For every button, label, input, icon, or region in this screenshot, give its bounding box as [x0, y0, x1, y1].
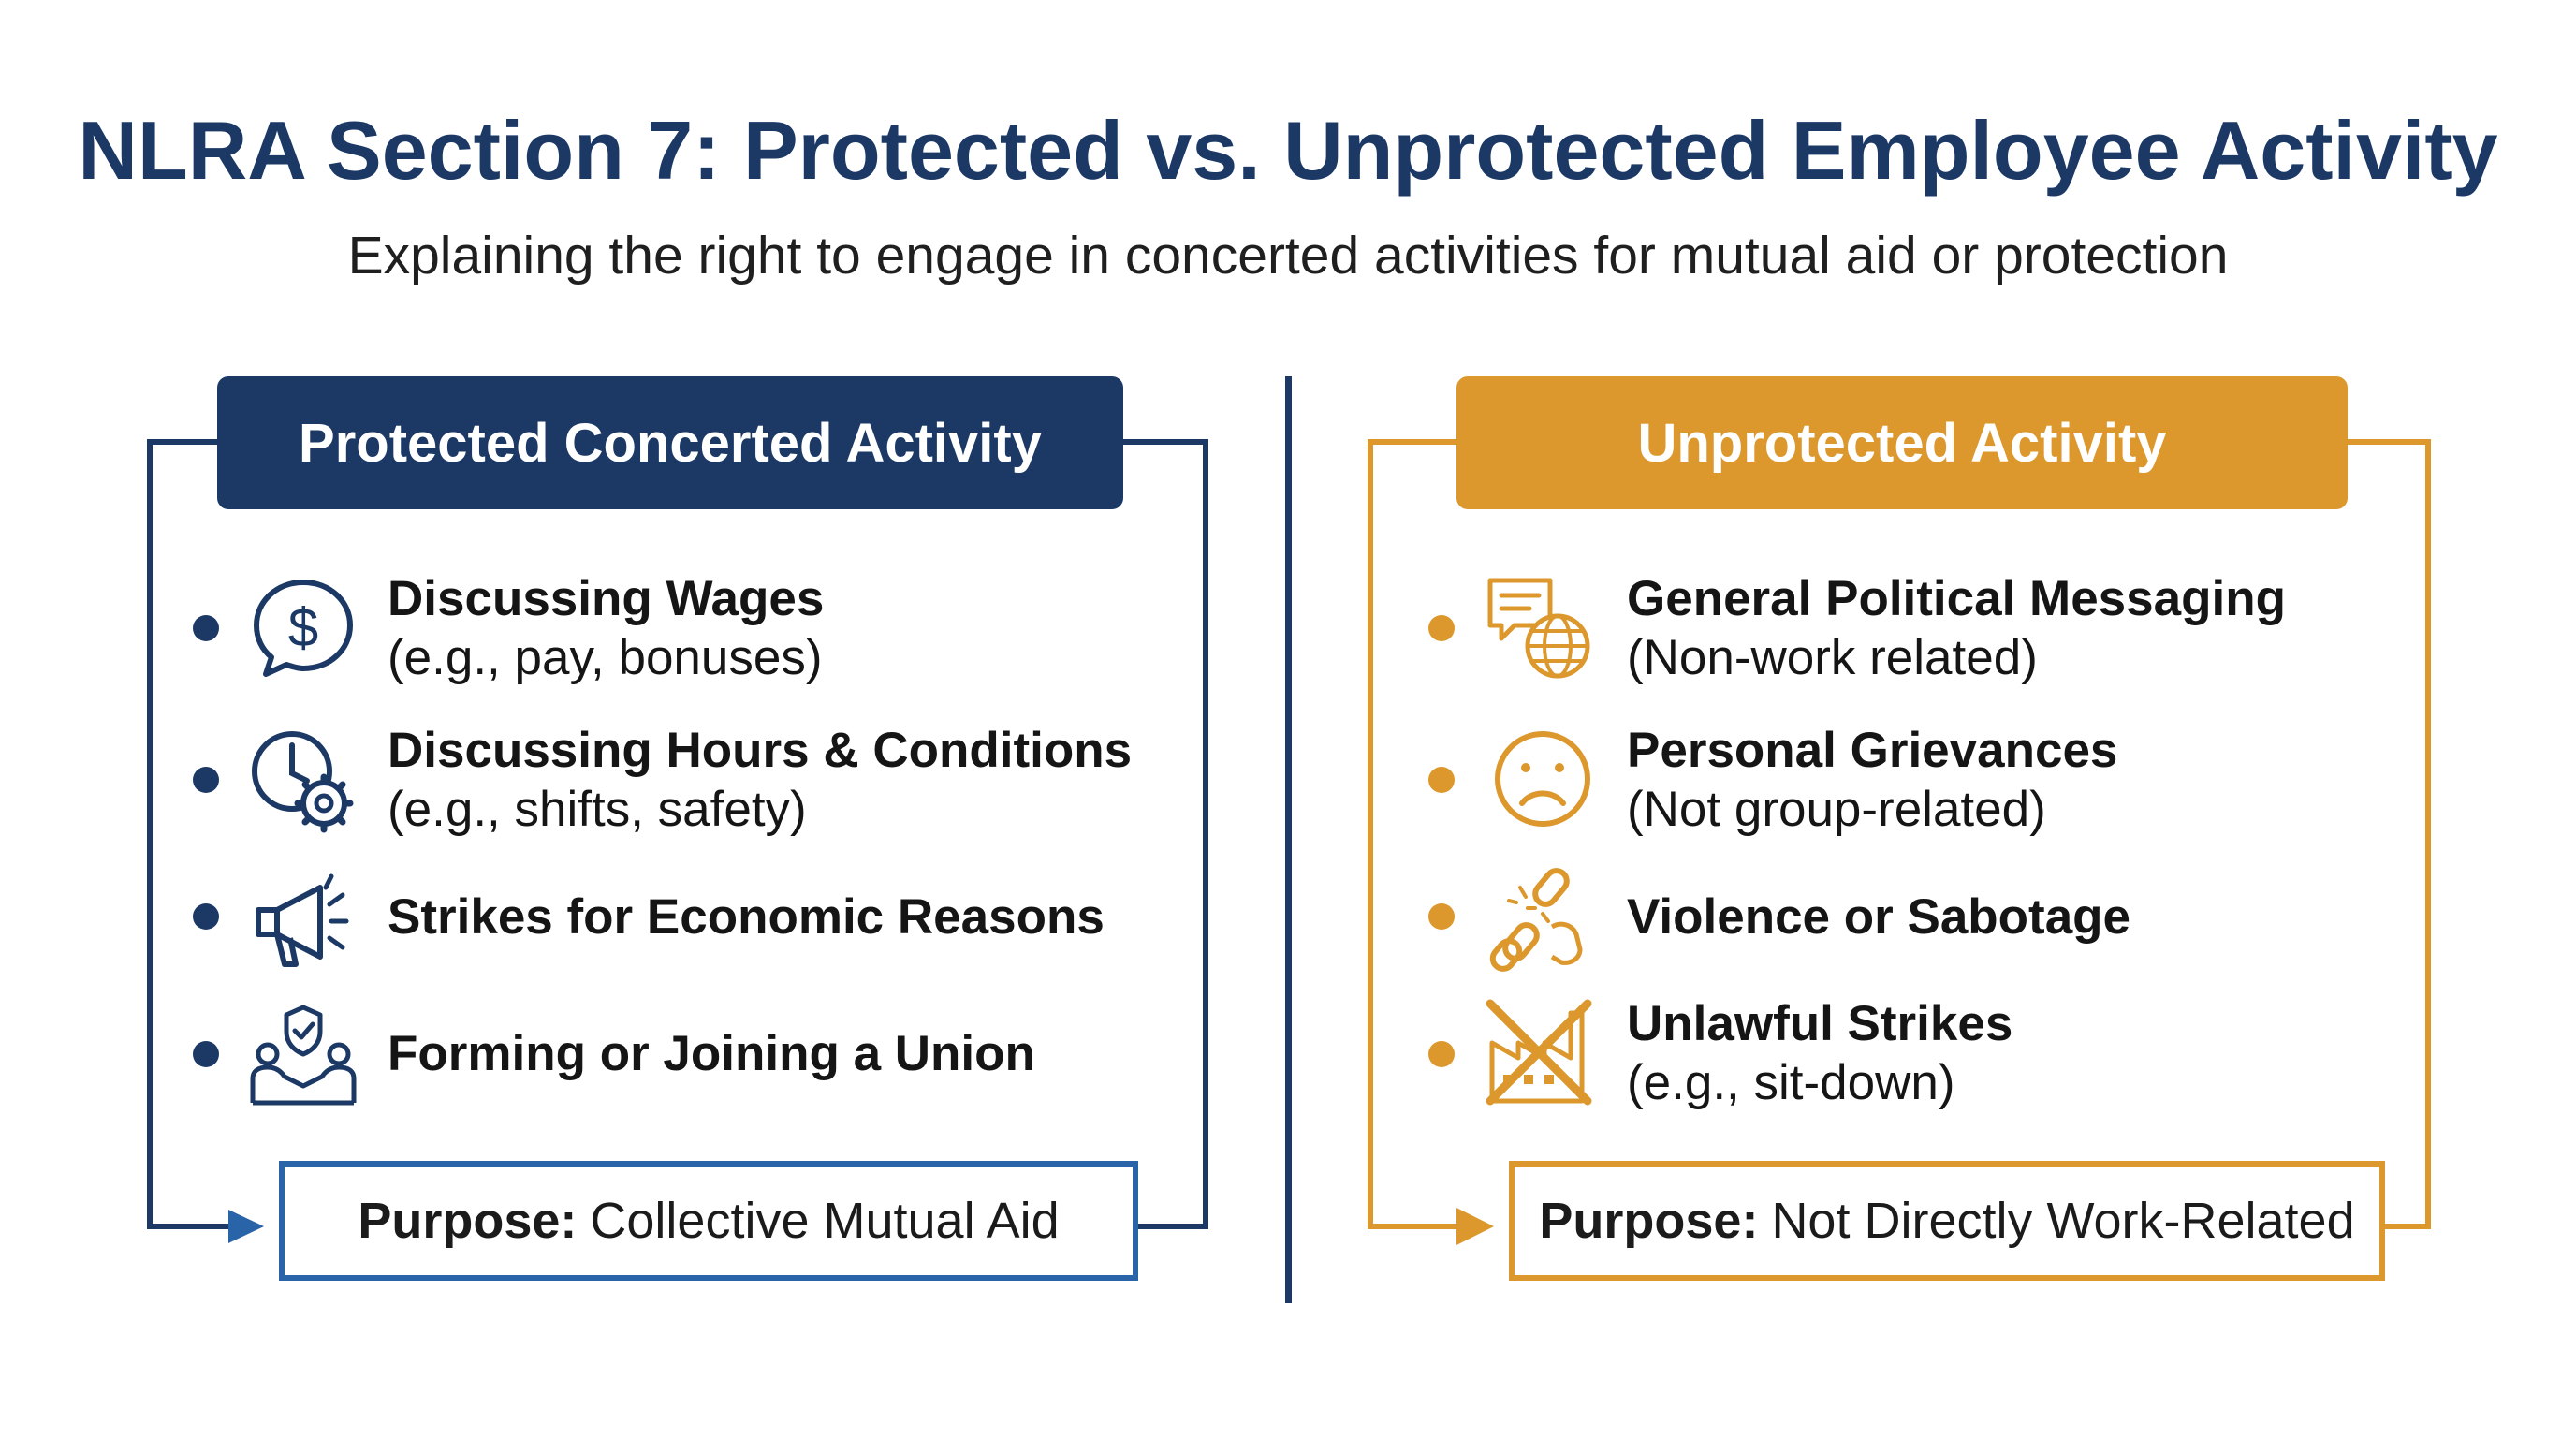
clock-gear-icon: [245, 723, 358, 835]
item-main-text: Violence or Sabotage: [1627, 889, 2131, 945]
center-divider: [1285, 376, 1292, 1303]
list-item: [1627, 994, 2012, 1112]
unprotected-arrow-icon: [1456, 1208, 1494, 1245]
bullet-dot: [193, 1041, 219, 1067]
page-subtitle: Explaining the right to engage in concerted activities for mutual aid or protection: [347, 226, 2229, 286]
protected-header: Protected Concerted Activity: [217, 376, 1123, 509]
item-main-text: Unlawful Strikes: [1627, 996, 2013, 1051]
purpose-label: Purpose:: [1539, 1193, 1759, 1249]
list-item: [388, 569, 824, 687]
list-item: [1627, 721, 2117, 839]
svg-text:$: $: [287, 597, 319, 658]
list-item: [388, 1024, 1035, 1083]
dollar-speech-bubble-icon: [247, 571, 359, 683]
group-shield-icon: [247, 1000, 359, 1112]
crossed-factory-icon: [1483, 996, 1595, 1108]
chat-globe-icon: [1483, 571, 1595, 683]
bullet-dot: [193, 615, 219, 641]
bullet-dot: [193, 767, 219, 793]
purpose-value: Collective Mutual Aid: [590, 1193, 1060, 1249]
list-item: [388, 888, 1105, 946]
broken-chain-icon: [1483, 859, 1595, 972]
item-sub-text: (e.g., shifts, safety): [388, 782, 807, 837]
item-sub-text: (e.g., pay, bonuses): [388, 630, 823, 685]
item-main-text: Discussing Wages: [388, 571, 825, 626]
item-main-text: Personal Grievances: [1627, 723, 2118, 778]
sad-face-icon: [1486, 723, 1599, 835]
item-sub-text: (e.g., sit-down): [1627, 1055, 1955, 1110]
bullet-dot: [1428, 1041, 1455, 1067]
protected-purpose-box: [279, 1161, 1138, 1281]
page-title: NLRA Section 7: Protected vs. Unprotected Employee Activity: [78, 104, 2498, 197]
item-sub-text: (Not group-related): [1627, 782, 2046, 837]
bullet-dot: [1428, 767, 1455, 793]
bullet-dot: [1428, 903, 1455, 930]
item-sub-text: (Non-work related): [1627, 630, 2038, 685]
unprotected-header: Unprotected Activity: [1456, 376, 2348, 509]
item-main-text: Strikes for Economic Reasons: [388, 889, 1105, 945]
protected-arrow-icon: [228, 1210, 264, 1243]
list-item: [1627, 888, 2130, 946]
item-main-text: Forming or Joining a Union: [388, 1026, 1035, 1081]
bullet-dot: [1428, 615, 1455, 641]
bullet-dot: [193, 903, 219, 930]
list-item: [1627, 569, 2286, 687]
megaphone-icon: [245, 863, 358, 976]
purpose-label: Purpose:: [358, 1193, 578, 1249]
purpose-value: Not Directly Work-Related: [1771, 1193, 2355, 1249]
list-item: [388, 721, 1132, 839]
item-main-text: General Political Messaging: [1627, 571, 2286, 626]
item-main-text: Discussing Hours & Conditions: [388, 723, 1133, 778]
unprotected-purpose-box: [1509, 1161, 2385, 1281]
